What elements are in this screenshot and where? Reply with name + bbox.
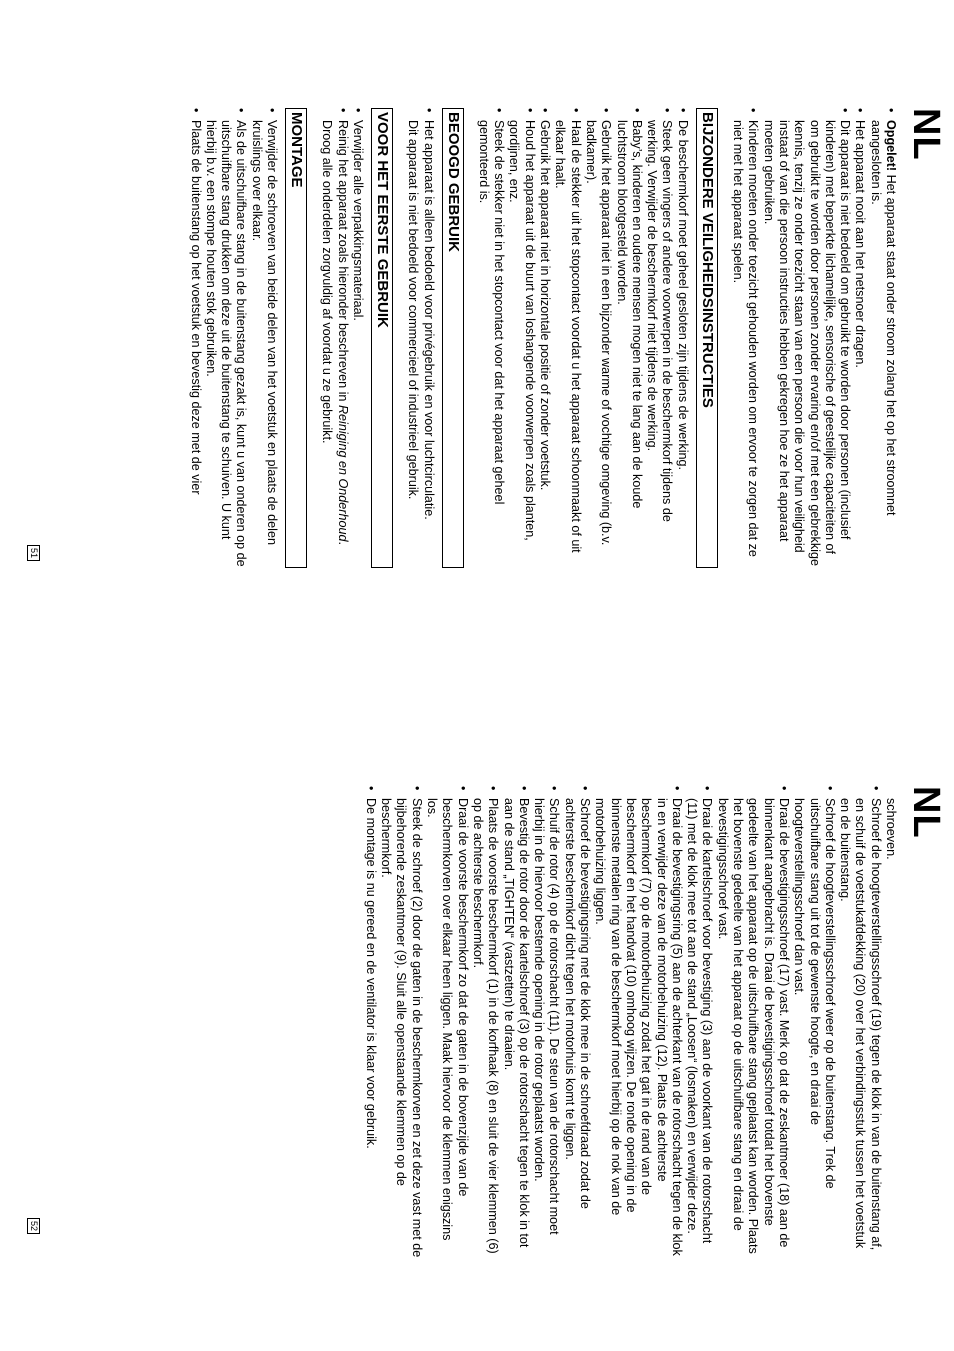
list-item: • Steek de stekker niet in het stopcontact voor dat het apparaat geheel gemonteerd is.: [476, 108, 507, 568]
list-item: • Plaats de voorste beschermkorf (1) in de korfhaak (8) en sluit de vier klemmen (6) op de achterste beschermkorf.: [470, 786, 501, 1261]
mounting-list-continued: [363, 786, 898, 1261]
list-item: • Verwijder de schroeven van beide delen van het voetstuk en plaats de delen kruislings over elkaar.: [249, 108, 280, 568]
list-item-text: . Droog alle onderdelen zorgvuldig af voordat u ze gebruikt.: [320, 120, 350, 545]
list-item: • Steek geen vingers of andere voorwerpen in de beschermkorf tijdens de werking. Verwijder de beschermkorf niet tijdens de werking.: [644, 108, 675, 568]
list-item-text: Reinig het apparaat zoals hieronder beschreven in: [335, 120, 350, 405]
section-reference: Reiniging en Onderhoud: [335, 404, 350, 542]
page-number: 51: [27, 545, 40, 561]
list-item: • Draai de voorste beschermkorf zo dat de gaten in de bovenzijde van de beschermkorven over elkaar heen liggen. Maak hiervoor de klemmen enigszins los.: [424, 786, 470, 1261]
use-list: [405, 108, 436, 568]
list-item: • Het apparaat nooit aan het netsnoer dragen.: [852, 108, 867, 568]
list-item: • Kinderen moeten onder toezicht gehouden worden om ervoor te zorgen dat ze niet met het apparaat spelen.: [730, 108, 761, 568]
list-item: • Haal de stekker uit het stopcontact voordat u het apparaat schoonmaakt of uit elkaar haalt.: [552, 108, 583, 568]
list-item: • Baby’s, kinderen en oudere mensen mogen niet te lang aan de koude luchtstroom blootgesteld worden.: [613, 108, 644, 568]
list-item-text: Dit apparaat is niet bedoeld voor commercieel of industrieel gebruik.: [406, 120, 421, 500]
list-item: • De beschermkorf moet geheel gesloten zijn tijdens de werking.: [674, 108, 689, 568]
page-51: [42, 108, 946, 568]
mounting-list: [187, 108, 279, 568]
intro-list: [730, 108, 898, 568]
list-item: • Dit apparaat is niet bedoeld om gebruikt te worden door personen (inclusief kinderen) met beperkte lichamelijke, sensorische of geestelijke capaciteiten of om gebruikt te worden door personen zonder ervaring en/of met een gebrekkige kennis, tenzij ze onder toezicht staan van een persoon die voor hun veiligheid instaat of van die persoon instructies hebben gekregen hoe ze het apparaat moeten gebruiken.: [760, 108, 852, 568]
first-use-list: [319, 108, 365, 568]
page-number: 52: [27, 1218, 40, 1234]
list-item: • Verwijder alle verpakkingsmateriaal.: [350, 108, 365, 568]
list-item: schroeven.: [884, 798, 898, 860]
list-item: [319, 108, 350, 568]
list-item: • Schroef de bevestigingsring met de klok mee in de schroefdraad zodat de achterste beschermkorf dicht tegen het motorhuis komt te liggen.: [561, 786, 592, 1261]
list-item: • Draai de bevestigingsschroef (17) vast. Merk op dat de zeskantmoer (18) aan de binnenkant aangebracht is. Draai de bevestigingsschroef totdat het bovenste gedeelte van het apparaat op de uitschuifbare stang geplaatst kan worden. Plaats het bovenste gedeelte van het apparaat op de uitschuifbare stang en draai de bevestigingsschroef vast.: [714, 786, 790, 1261]
list-item: • Plaats de buitenstang op het voetstuk en bevestig deze met de vier: [187, 108, 202, 568]
language-code: NL: [905, 786, 947, 839]
safety-list: [476, 108, 690, 568]
language-code: NL: [905, 108, 947, 161]
section-heading-safety: BIJZONDERE VEILIGHEIDSINSTRUCTIES: [696, 108, 718, 568]
list-item: • Gebruik het apparaat niet in een bijzonder warme of vochtige omgeving (b.v. badkamer).: [583, 108, 614, 568]
list-item: • De montage is nu gereed en de ventilator is klaar voor gebruik.: [363, 786, 378, 1261]
list-item: • Bevestig de rotor door de kartelschroef (3) op de rotorschacht tegen te klok in tot aan de stand „TIGHTEN“ (vastzetten) te draaien.: [500, 786, 531, 1261]
list-item: • Schuif de rotor (4) op de rotorschacht (11). De steun van de rotorschacht moet hierbij in de hiervoor bestemde opening in de rotor geplaatst worden.: [531, 786, 562, 1261]
list-item: • Schroef de hoogteverstellingsschroef (19) tegen de klok in van de buitenstang af, en schuif de voetstukafdekking (20) over het verbindingsstuk tussen het voetstuk en de buitenstang.: [837, 786, 883, 1261]
list-item: • Als de uitschuifbare stang in de buitenstang gezakt is, kunt u van onderen op de uitschuifbare stang drukken om deze uit de buitenstang te schuiven. U kunt hierbij b.v. een stompe houten stok gebruiken.: [203, 108, 249, 568]
list-item: • Gebruik het apparaat niet in horizontale positie of zonder voetstuk.: [537, 108, 552, 568]
section-heading-mounting: MONTAGE: [285, 108, 307, 568]
list-item: • Draai de bevestigingsring (5) aan de achterkant van de rotorschacht tegen de klok in en verwijder deze van de motorbehuizing (12). Plaats de achterste beschermkorf (7) op de motorbehuizing zodat het gat in de rand van de beschermkorf en het handvat (10) omhoog wijzen. De ronde opening in de binnenste metalen ring van de beschermkorf moet hierbij op de nok van de motorbehuizing liggen.: [592, 786, 684, 1261]
list-item-text: Het apparaat staat onder stroom zolang het op het stroomnet aangesloten is.: [868, 120, 898, 516]
page-52: [42, 786, 946, 1261]
section-heading-use: BEOOGD GEBRUIK: [442, 108, 464, 568]
list-item: • Houd het apparaat uit de buurt van loshangende voorwerpen zoals planten, gordijnen, enz.: [506, 108, 537, 568]
list-item-text: Het apparaat is alleen bedoeld voor privégebruik en voor luchtcirculatie.: [421, 120, 436, 520]
list-item: • Steek de schroef (2) door de gaten in de beschermkorven en zet deze vast met de bijbehorende zeskantmoer (9). Sluit alle openstaande klemmen op de beschermkorf.: [378, 786, 424, 1261]
list-item: • Schroef de hoogteverstellingsschroef weer op de buitenstang. Trek de uitschuifbare stang uit tot de gewenste hoogte, en draai de hoogteverstellingsschroef dan vast.: [791, 786, 837, 1261]
list-item: [867, 108, 898, 568]
section-heading-first-use: VOOR HET EERSTE GEBRUIK: [371, 108, 393, 568]
list-item: • Draai de kartelschroef voor bevestiging (3) aan de voorkant van de rotorschacht (11) met de klok mee tot aan de stand „Loosen“ (losmaken) en verwijder deze.: [684, 786, 715, 1261]
warning-label: Opgelet!: [884, 120, 898, 172]
list-item: [405, 108, 436, 568]
